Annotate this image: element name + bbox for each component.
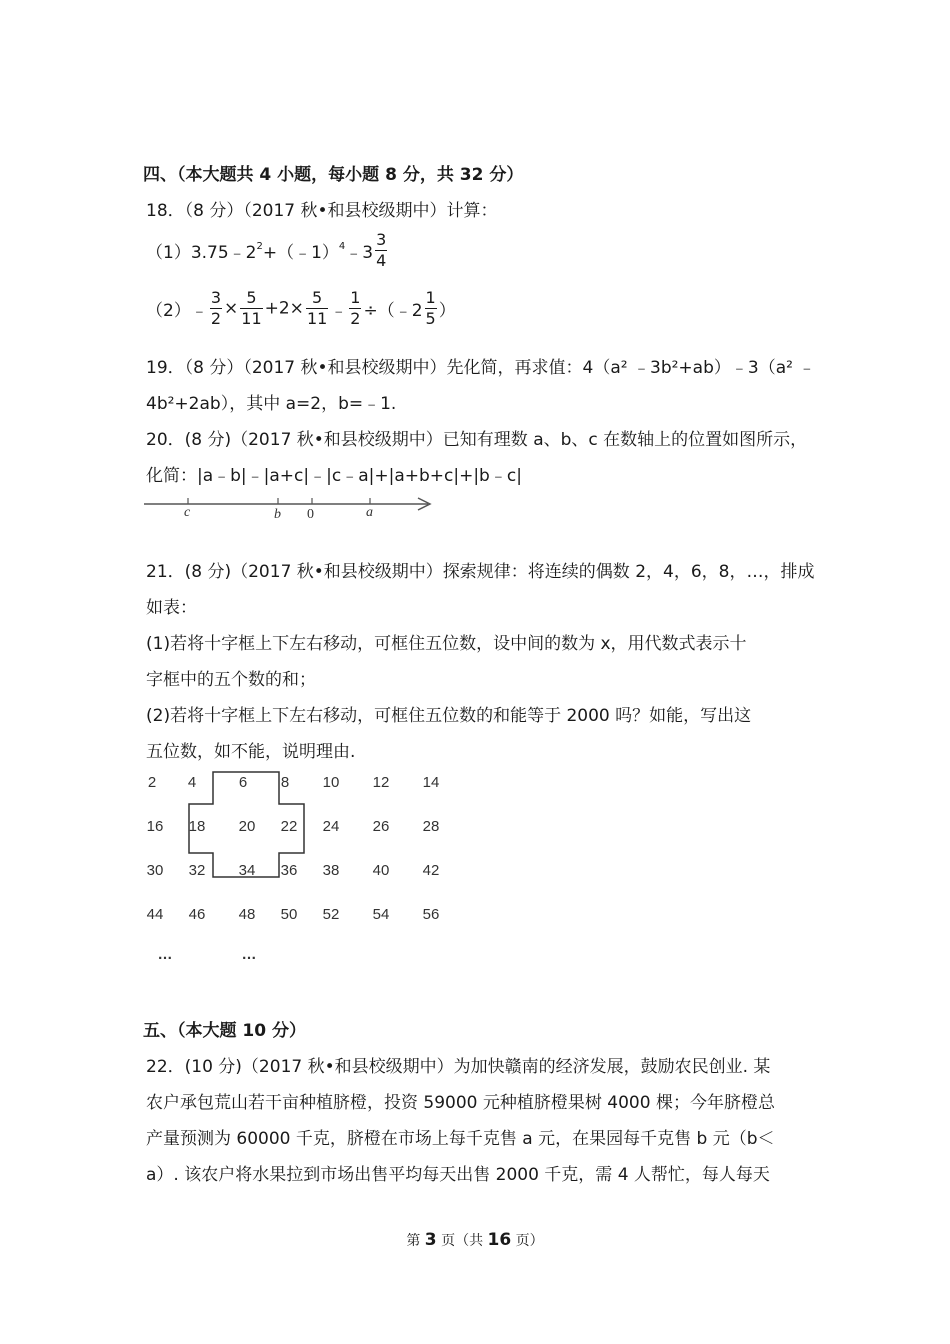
q18-title: 18．（8 分）（2017 秋•和县校级期中）计算：	[146, 201, 498, 221]
grid-cell: 40	[372, 862, 390, 879]
grid-cell: 18	[188, 818, 206, 835]
q19-line1: 19．（8 分）（2017 秋•和县校级期中）先化简，再求值：4（a² ﹣3b²+ab）﹣3（a² ﹣	[146, 358, 816, 378]
grid-cell: 16	[146, 818, 164, 835]
grid-cell: 46	[188, 906, 206, 923]
q22-line3: 产量预测为 60000 千克，脐橙在市场上每千克售 a 元，在果园每千克售 b 元（b＜	[146, 1129, 775, 1149]
cross-frame	[185, 770, 310, 880]
grid-cell: 2	[147, 774, 157, 791]
q22-line2: 农户承包荒山若干亩种植脐橙，投资 59000 元种植脐橙果树 4000 棵；今年脐橙总	[146, 1093, 775, 1113]
grid-cell: 28	[422, 818, 440, 835]
q20-line1: 20．(8 分)（2017 秋•和县校级期中）已知有理数 a、b、c 在数轴上的位置如图所示，	[146, 430, 808, 450]
page-number: 3	[424, 1230, 437, 1250]
grid-cell: 4	[187, 774, 197, 791]
q21-line6: 五位数，如不能，说明理由.	[146, 742, 356, 762]
q21-line2: 如表：	[146, 598, 197, 618]
fraction: $\frac{5}{11}$	[306, 288, 328, 328]
q19-line2: 4b²+2ab），其中 a=2，b=﹣1.	[146, 394, 397, 414]
grid-cell: 36	[280, 862, 298, 879]
axis-label-0: 0	[307, 507, 314, 522]
grid-cell: 12	[372, 774, 390, 791]
grid-cell: 10	[322, 774, 340, 791]
grid-cell: 52	[322, 906, 340, 923]
fraction: $\frac{3}{4}$	[376, 230, 387, 270]
q21-line1: 21．(8 分)（2017 秋•和县校级期中）探索规律：将连续的偶数 2，4，6，8，…，排成	[146, 562, 815, 582]
q18-part1: $(1)3.75﹣2^2+(﹣1)^4﹣3$ $\frac{3}{4}$	[146, 230, 387, 270]
grid-cell: 34	[238, 862, 256, 879]
grid-cell: 38	[322, 862, 340, 879]
grid-cell: 8	[280, 774, 290, 791]
grid-cell: 30	[146, 862, 164, 879]
q22-line1: 22．(10 分)（2017 秋•和县校级期中）为加快赣南的经济发展，鼓励农民创业. 某	[146, 1057, 771, 1077]
cross-frame-outline	[189, 772, 304, 877]
grid-cell: 56	[422, 906, 440, 923]
grid-cell: 54	[372, 906, 390, 923]
grid-cell: 42	[422, 862, 440, 879]
q22-line4: a）. 该农户将水果拉到市场出售平均每天出售 2000 千克，需 4 人帮忙，每人每天	[146, 1165, 770, 1185]
q18-part2: （2）﹣ $\frac{3}{2}$ × $\frac{5}{11}$ +2× $\frac{5}{11}$ ﹣ $\frac{1}{2}$ ÷（﹣2 $\frac{1}{5}$ ）	[146, 288, 456, 328]
grid-cell: 14	[422, 774, 440, 791]
grid-cell: 24	[322, 818, 340, 835]
fraction: $\frac{3}{2}$	[210, 288, 222, 328]
page-footer: 第 3 页（共 16 页）	[406, 1230, 544, 1250]
grid-cell: 6	[238, 774, 248, 791]
grid-cell: 48	[238, 906, 256, 923]
fraction: $\frac{5}{11}$	[241, 288, 262, 328]
fraction: $\frac{1}{2}$	[350, 288, 361, 328]
q21-line5: (2)若将十字框上下左右移动，可框住五位数的和能等于 2000 吗？如能，写出这	[146, 706, 752, 726]
grid-cell: 20	[238, 818, 256, 835]
grid-cell: 22	[280, 818, 298, 835]
axis-label-a: a	[366, 505, 373, 520]
section-heading-4: 四、（本大题共 4 小题，每小题 8 分，共 32 分）	[143, 165, 524, 185]
grid-ellipsis: …	[241, 946, 257, 963]
grid-ellipsis: …	[157, 946, 173, 963]
section-heading-5: 五、（本大题 10 分）	[143, 1021, 306, 1041]
fraction: $\frac{1}{5}$	[425, 288, 436, 328]
axis-label-b: b	[274, 507, 281, 522]
page-total: 16	[487, 1230, 512, 1250]
grid-cell: 26	[372, 818, 390, 835]
axis-label-c: c	[184, 505, 191, 520]
q21-line4: 字框中的五个数的和；	[146, 670, 316, 690]
grid-cell: 50	[280, 906, 298, 923]
q20-line2: 化简：|a﹣b|﹣|a+c|﹣|c﹣a|+|a+b+c|+|b﹣c|	[146, 466, 522, 486]
number-line	[140, 492, 440, 522]
grid-cell: 32	[188, 862, 206, 879]
grid-cell: 44	[146, 906, 164, 923]
q21-line3: (1)若将十字框上下左右移动，可框住五位数，设中间的数为 x，用代数式表示十	[146, 634, 747, 654]
